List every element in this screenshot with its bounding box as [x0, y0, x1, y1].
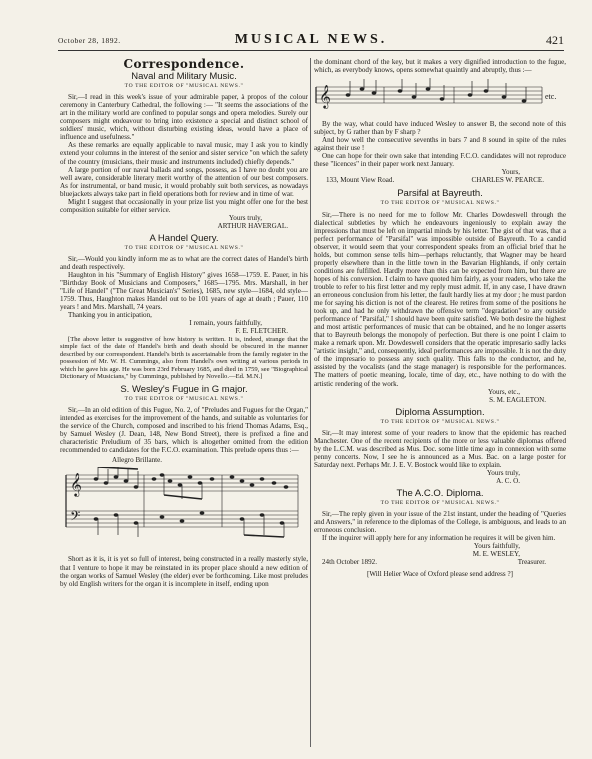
letter-title: Diploma Assumption. — [395, 406, 485, 418]
letter-addressee: TO THE EDITOR OF "MUSICAL NEWS." — [380, 200, 500, 207]
letter-title: Naval and Military Music. — [131, 71, 237, 83]
paragraph: the dominant chord of the key, but it makes a very dignified introduction to the fugue, which, as everybody knows, opens somewhat quaintly and abruptly, thus :— — [314, 58, 566, 75]
paragraph: If the inquirer will apply here for any information he requires it will be given him. — [322, 534, 556, 543]
header-rule — [58, 50, 564, 51]
signature-line — [314, 558, 566, 567]
etc-label: etc. — [545, 92, 557, 102]
letter-addressee: TO THE EDITOR OF "MUSICAL NEWS." — [124, 83, 244, 90]
paragraph: And how well the consecutive sevenths in bars 7 and 8 sound in spite of the rules against their use ! — [314, 136, 566, 153]
paragraph: Might I suggest that occasionally in your prize list you might offer one for the best composition suitable for either service. — [60, 197, 308, 214]
paragraph: As these remarks are equally applicable to naval music, may I ask you to kindly extend your columns in the interest of the senior and sister service "on which the safety of the country (musicians, their music and instruments included) chiefly depends." — [60, 141, 308, 166]
svg-text:𝄞: 𝄞 — [319, 84, 331, 109]
letter-title: S. Wesley's Fugue in G major. — [120, 384, 248, 396]
section-heading: Correspondence. — [123, 57, 245, 71]
signature: M. E. WESLEY, — [472, 550, 520, 559]
paragraph: Sir,—Would you kindly inform me as to what are the correct dates of Handel's birth and death respectively. — [60, 255, 308, 272]
paragraph: Sir,—There is no need for me to follow Mr. Charles Dowdeswell through the dialectical subtleties by which he endeavours ingeniously to explain away the impressions that must be left on impartial minds by his letter. The gist of that was, that a perfect performance of "Parsifal" was impossible outside of Bayreuth. To a candid observer, it would seem that your correspondent speaks from an official brief that he holds, but common sense tells him—perhaps reluctantly, that Wagner may be heard properly elsewhere than in the little town in the Bavarian Highlands, if only certain conditions are fulfilled. Hardly more than this can be expected from him, but there are hopes of his conversion. I claim to have quoted him fairly, as your readers, who take the trouble to refer to his first letter and my reply must admit. If, in any case, I have drawn an erroneous conclusion from his letter, the fault hardly lies at my door ; he must pardon me for saying his diction is not of the clearest. He retires from some of the positions he took up, and had he only withdrawn the offensive term "degradation" to any outside performance of "Parsifal," I should have been quite satisfied. We both desire the highest and most artistic performances of music that can be obtained, and he no longer asserts that to Bayreuth belongs the monopoly of perfection. But there is one point I claim to make a remark upon. Mr. Dowdeswell considers that the operatic impresario sadly lacks "artistic insight," and, consequently, ideal performances are impossible. It is not the duty of the impresario to possess any such quality. This falls to the conductor, and he, assisted by the vocalists (and the stage manager) is responsible for the performances. The matters of poetic meaning, locale, time of day, etc., have nothing to do with the artistic rendering of the work. — [314, 210, 566, 388]
signatory-role: Treasurer. — [517, 558, 546, 567]
paragraph: Sir,—I read in this week's issue of your admirable paper, à propos of the colour ceremony in Canterbury Cathedral, the following :— "It seems the associations of the art in the military world are confined to popular songs and opera melodies. Surely our composers might endeavour to bring into existence a special and distinct school of soldiers' music, which, without disturbing existing ideas, would have a place of influence and usefulness." — [60, 93, 308, 142]
closing: Yours truly, — [228, 213, 262, 222]
svg-text:𝄢: 𝄢 — [70, 508, 81, 528]
column-divider — [310, 58, 311, 747]
paragraph: One can hope for their own sake that intending F.C.O. candidates will not reproduce these "licences" in their paper work next January. — [314, 152, 566, 169]
paragraph: Haughton in his "Summary of English History" gives 1658—1759. E. Pauer, in his "Birthday Book of Musicians and Composers," 1685—1795. Mrs. Marshall, in her "Life of Handel" ("The Great Musician's" Series), 1685, new style—1684, old style—1759. Thus, Haughton makes Handel out to be 101 years of age at death ; Pauer, 110 years ! and Mrs. Marshall, 74 years. — [60, 271, 308, 312]
paragraph: Short as it is, it is yet so full of interest, being constructed in a really masterly style, that I venture to hope it may be reinstated in its proper place should a new edition of the organ works of Samuel Wesley (the elder) ever be forthcoming. Like most preludes by old English writers for the organ it is incomplete in itself, ending upon — [60, 555, 308, 588]
letter-addressee: TO THE EDITOR OF "MUSICAL NEWS." — [124, 396, 244, 403]
signature: S. M. EAGLETON. — [489, 395, 546, 404]
page-header — [58, 34, 564, 48]
letter-title: The A.C.O. Diploma. — [396, 488, 484, 500]
editor-note: [The above letter is suggestive of how history is written. It is, indeed, strange that the simple fact of the date of Handel's birth and death should be obscured in the manner described by our correspondent. Handel's birth is ascertainable from the family register in the possession of Mr. W. H. Cummings, also from Handel's own writing at various periods in which he gave his age. He was born 23rd February 1685, and died in 1759, see "Biographical Dictionary of Musicians," by Cummings, published by Novello.—Ed. M.N.] — [60, 335, 308, 381]
page-number: 421 — [546, 33, 564, 47]
paragraph: Sir,—The reply given in your issue of the 21st instant, under the heading of "Queries and Answers," in reference to the diplomas of the College, is ambiguous, and leads to an erroneous conclusion. — [314, 510, 566, 535]
paragraph: By the way, what could have induced Wesley to answer B, the second note of this subject, by G rather than by F sharp ? — [314, 120, 566, 137]
letter-addressee: TO THE EDITOR OF "MUSICAL NEWS." — [380, 500, 500, 507]
signature: F. E. FLETCHER. — [235, 327, 288, 336]
music-score-prelude — [62, 467, 302, 551]
letter-title: A Handel Query. — [149, 232, 219, 244]
letter-date: 24th October 1892. — [322, 558, 377, 567]
left-column — [60, 58, 308, 588]
music-score-fugue — [314, 77, 566, 117]
letter-addressee: TO THE EDITOR OF "MUSICAL NEWS." — [124, 244, 244, 251]
closing: I remain, yours faithfully, — [189, 319, 262, 328]
paragraph: Thanking you in anticipation, — [68, 311, 152, 320]
footnote: [Will Helier Wace of Oxford please send address ?] — [367, 570, 513, 579]
issue-date: October 28, 1892. — [58, 36, 121, 45]
tempo-marking: Allegro Brillante. — [112, 456, 163, 465]
signature: A. C. O. — [496, 477, 520, 486]
closing: Yours, etc., — [488, 387, 520, 396]
letter-title: Parsifal at Bayreuth. — [397, 188, 483, 200]
journal-title: MUSICAL NEWS. — [234, 32, 388, 47]
signature-line — [314, 176, 566, 185]
paragraph: A large portion of our naval ballads and songs, possess, as I have no doubt you are well aware, considerable literary merit worthy of the attention of our best composers. As for instrumental, or band music, it would probably suit both services, as nowadays bluejackets always take part in field operations both for review and in time of war. — [60, 165, 308, 198]
closing: Yours faithfully, — [473, 542, 520, 551]
signature: CHARLES W. PEARCE. — [471, 176, 544, 185]
paragraph: Sir,—It may interest some of your readers to know that the epidemic has reached Manchester. One of the recent recipients of the more or less valuable diplomas offered by the L.C.M. was described as Mus. Doc. some little time ago in connexion with some penny concerts. Now, I see he is announced as a Mus. Bac. on a large poster for Saturday next. Perhaps Mr. J. E. V. Bostock would like to explain. — [314, 428, 566, 469]
closing: Yours, — [501, 168, 520, 177]
address: 133, Mount View Road. — [326, 176, 395, 185]
svg-text:𝄞: 𝄞 — [70, 472, 82, 497]
paragraph: Sir,—In an old edition of this Fugue, No. 2, of "Preludes and Fugues for the Organ," intended as exercises for the improvement of the hands, and suitable as voluntaries for the service of the Church, composed and inscribed to his friend Thomas Adams, Esq., by Samuel Wesley (J. Dean, 148, New Bond Street), there is prefixed a fine and characteristic Preludium of 35 bars, which is altogether omitted from the edition recommended to candidates for the F.C.O. examination. This prelude opens thus :— — [60, 406, 308, 455]
closing: Yours truly, — [486, 468, 520, 477]
right-column — [314, 58, 566, 578]
letter-addressee: TO THE EDITOR OF "MUSICAL NEWS." — [380, 418, 500, 425]
signature: ARTHUR HAVERGAL. — [217, 221, 288, 230]
